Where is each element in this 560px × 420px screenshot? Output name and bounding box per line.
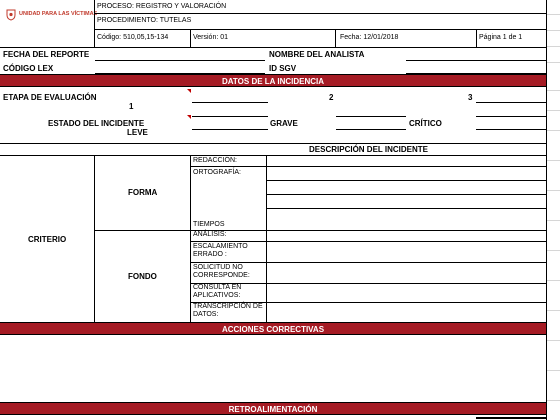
- leve-field[interactable]: [192, 116, 268, 117]
- transcripcion-label: TRANSCRIPCIÓN DE DATOS:: [193, 303, 263, 318]
- pagina-label: Página 1 de 1: [479, 34, 523, 41]
- fecha-label: Fecha: 12/01/2018: [340, 34, 399, 41]
- fondo-label: FONDO: [128, 272, 157, 281]
- escalamiento-label: ESCALAMIENTO ERRADO :: [193, 243, 248, 258]
- fecha-reporte-field[interactable]: [95, 60, 265, 61]
- analisis-field[interactable]: [267, 231, 546, 241]
- id-sgv-label: ID SGV: [269, 64, 297, 73]
- etapa-1-field[interactable]: [192, 102, 268, 103]
- shield-icon: [6, 9, 16, 21]
- estado-critico[interactable]: CRÍTICO: [409, 119, 442, 128]
- solicitud-field[interactable]: [267, 263, 546, 283]
- solicitud-label: SOLICITUD NO CORRESPONDE:: [193, 264, 250, 279]
- consulta-label: CONSULTA EN APLICATIVOS:: [193, 284, 242, 299]
- criterio-label: CRITERIO: [28, 235, 67, 244]
- estado-grave[interactable]: GRAVE: [270, 119, 298, 128]
- ortografia-label: ORTOGRAFÍA:: [193, 169, 241, 176]
- redaccion-field[interactable]: [267, 156, 546, 166]
- section-datos-incidencia: DATOS DE LA INCIDENCIA: [0, 74, 546, 87]
- proceso-label: PROCESO: REGISTRO Y VALORACIÓN: [97, 3, 227, 10]
- analisis-label: ANÁLISIS:: [193, 231, 227, 238]
- etapa-3-field[interactable]: [476, 102, 546, 103]
- fecha-reporte-label: FECHA DEL REPORTE: [3, 50, 90, 59]
- descripcion-label: DESCRIPCIÓN DEL INCIDENTE: [309, 145, 428, 154]
- tiempos-label: TIEMPOS: [193, 221, 225, 228]
- estado-label: ESTADO DEL INCIDENTE: [48, 119, 145, 128]
- acciones-correctivas-area[interactable]: [0, 336, 546, 402]
- forma-label: FORMA: [128, 188, 158, 197]
- etapa-option-2[interactable]: 2: [329, 93, 334, 102]
- codigo-lex-label: CÓDIGO LEX: [3, 64, 54, 73]
- procedimiento-label: PROCEDIMIENTO: TUTELAS: [97, 17, 192, 24]
- etapa-option-3[interactable]: 3: [468, 93, 473, 102]
- section-acciones-correctivas: ACCIONES CORRECTIVAS: [0, 322, 546, 335]
- ortografia-field[interactable]: [267, 167, 546, 180]
- logo: [6, 8, 98, 22]
- transcripcion-field[interactable]: [267, 303, 546, 322]
- codigo-label: Código: 510,05,15-134: [97, 34, 169, 41]
- consulta-field[interactable]: [267, 284, 546, 302]
- critico-field[interactable]: [476, 116, 546, 117]
- nombre-analista-label: NOMBRE DEL ANALISTA: [269, 50, 365, 59]
- version-label: Versión: 01: [193, 34, 229, 41]
- etapa-label: ETAPA DE EVALUACIÓN: [3, 93, 97, 102]
- estado-leve[interactable]: LEVE: [127, 128, 148, 137]
- tiempos-field[interactable]: [267, 209, 546, 230]
- escalamiento-field[interactable]: [267, 242, 546, 262]
- grave-field[interactable]: [336, 116, 406, 117]
- redaccion-label: REDACCIÓN:: [193, 157, 237, 164]
- etapa-option-1[interactable]: 1: [129, 102, 134, 111]
- section-retroalimentacion: RETROALIMENTACIÓN: [0, 402, 546, 415]
- nombre-analista-field[interactable]: [406, 60, 546, 61]
- logo-text: UNIDAD PARA LAS VÍCTIMAS: [19, 11, 98, 17]
